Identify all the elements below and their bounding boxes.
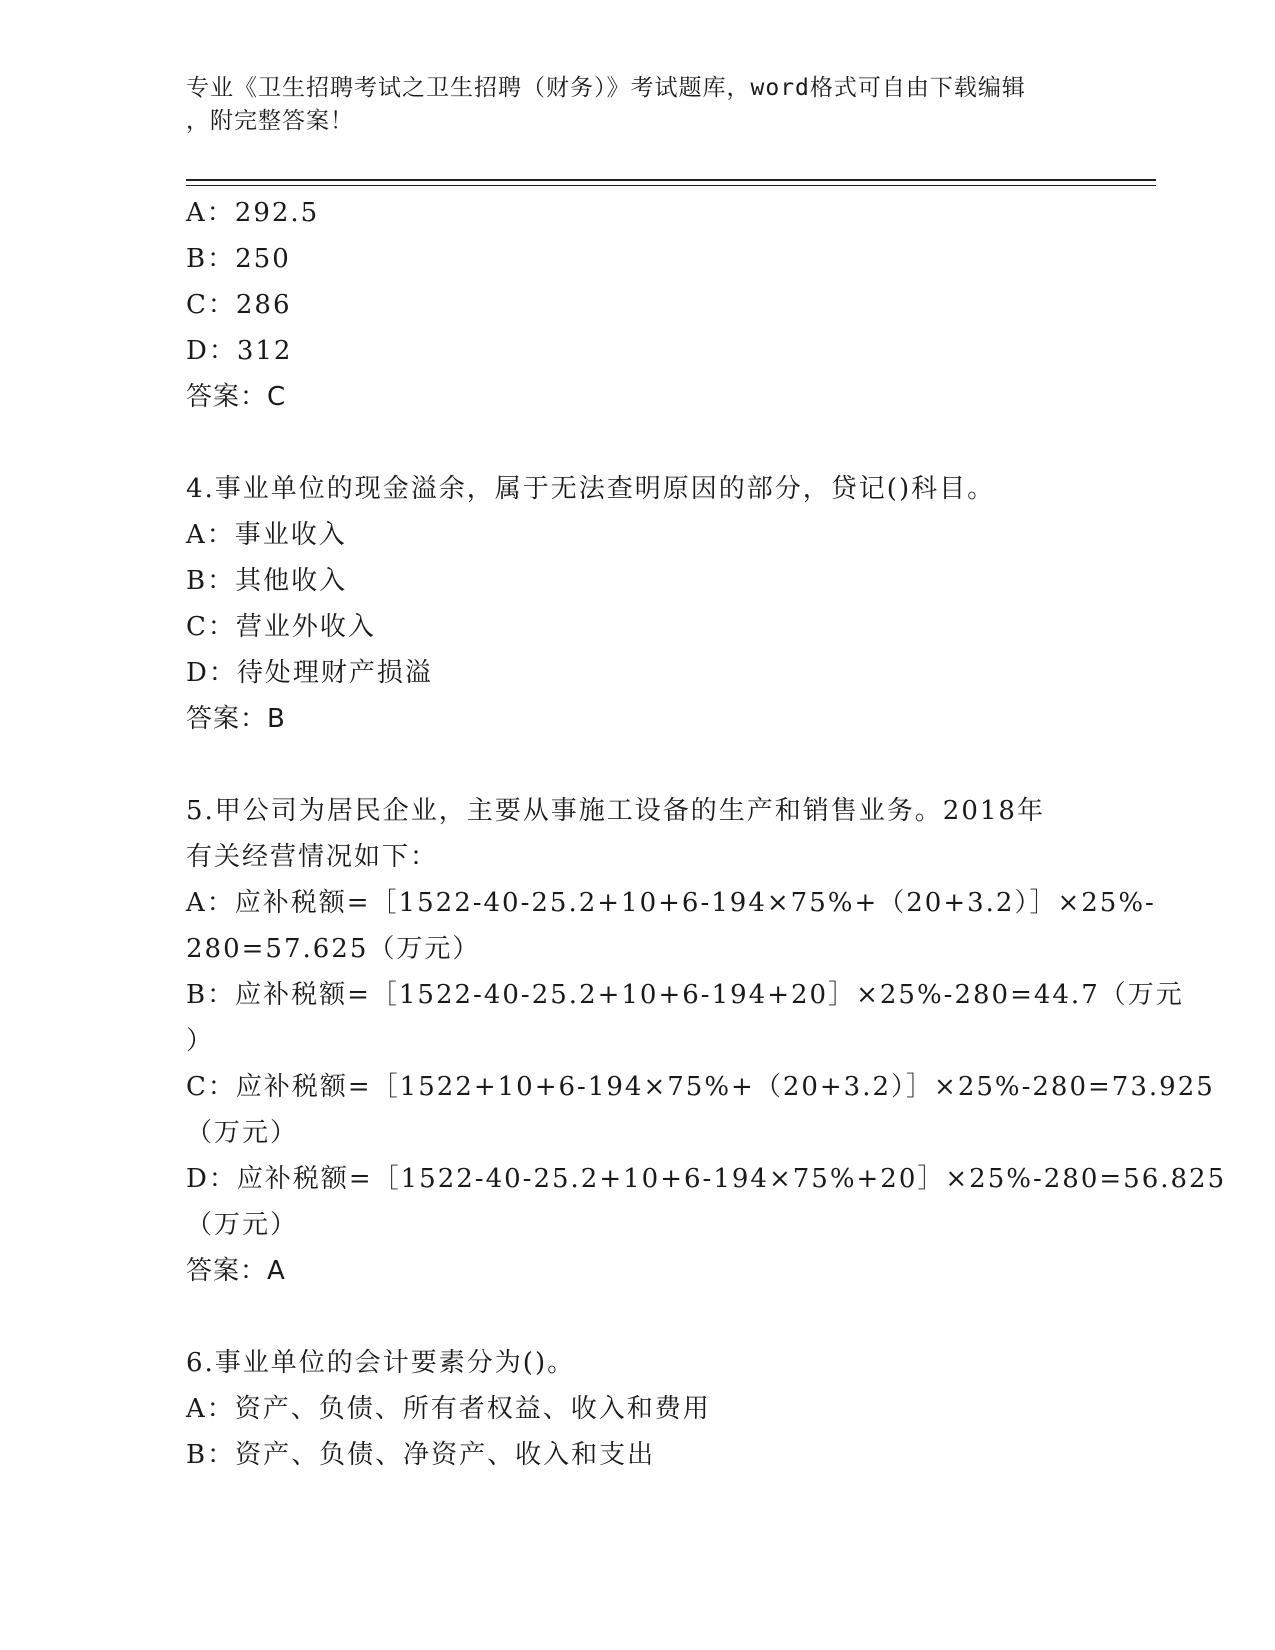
question-text-line-2: 有关经营情况如下： [186,842,439,872]
spacer [186,1294,1086,1340]
option-a-line-2: 280=57.625（万元） [186,934,481,964]
spacer [186,742,1086,788]
option-b: B：250 [186,244,291,274]
option-b: B：其他收入 [186,566,348,596]
option-a-line-1: A：应补税额=［1522-40-25.2+10+6-194×75%+（20+3.2）］×25%- [186,888,1156,918]
option-b-line-2: ） [186,1026,215,1056]
answer: 答案：B [186,704,286,734]
option-d: D：待处理财产损溢 [186,658,433,688]
option-c-line-2: （万元） [186,1118,299,1148]
question-text-line-1: 5.甲公司为居民企业，主要从事施工设备的生产和销售业务。2018年 [186,796,1045,826]
option-d-line-2: （万元） [186,1210,299,1240]
question-5 [186,788,1227,1294]
document-header [186,72,1086,138]
question-6 [186,1340,1086,1478]
question-text: 4.事业单位的现金溢余，属于无法查明原因的部分，贷记()科目。 [186,474,996,504]
question-3 [186,190,1086,420]
option-a: A：事业收入 [186,520,347,550]
option-b-line-1: B：应补税额=［1522-40-25.2+10+6-194+20］×25%-280=44.7（万元 [186,980,1184,1010]
option-b: B：资产、负债、净资产、收入和支出 [186,1440,656,1470]
question-text: 6.事业单位的会计要素分为()。 [186,1348,576,1378]
option-a: A：292.5 [186,198,320,228]
answer: 答案：A [186,1256,286,1286]
option-c: C：营业外收入 [186,612,376,642]
header-divider-thin [186,185,1156,186]
question-4 [186,466,1086,742]
header-line-2: ，附完整答案！ [186,108,354,134]
option-a: A：资产、负债、所有者权益、收入和费用 [186,1394,711,1424]
option-c: C：286 [186,290,292,320]
header-line-1: 专业《卫生招聘考试之卫生招聘（财务）》考试题库，word格式可自由下载编辑 [186,75,1026,101]
answer: 答案：C [186,382,287,412]
option-d-line-1: D：应补税额=［1522-40-25.2+10+6-194×75%+20］×25%-280=56.825 [186,1164,1227,1194]
header-divider-thick [186,179,1156,181]
option-d: D：312 [186,336,293,366]
spacer [186,420,1086,466]
option-c-line-1: C：应补税额=［1522+10+6-194×75%+（20+3.2）］×25%-280=73.925 [186,1072,1215,1102]
question-content [186,190,1227,1478]
